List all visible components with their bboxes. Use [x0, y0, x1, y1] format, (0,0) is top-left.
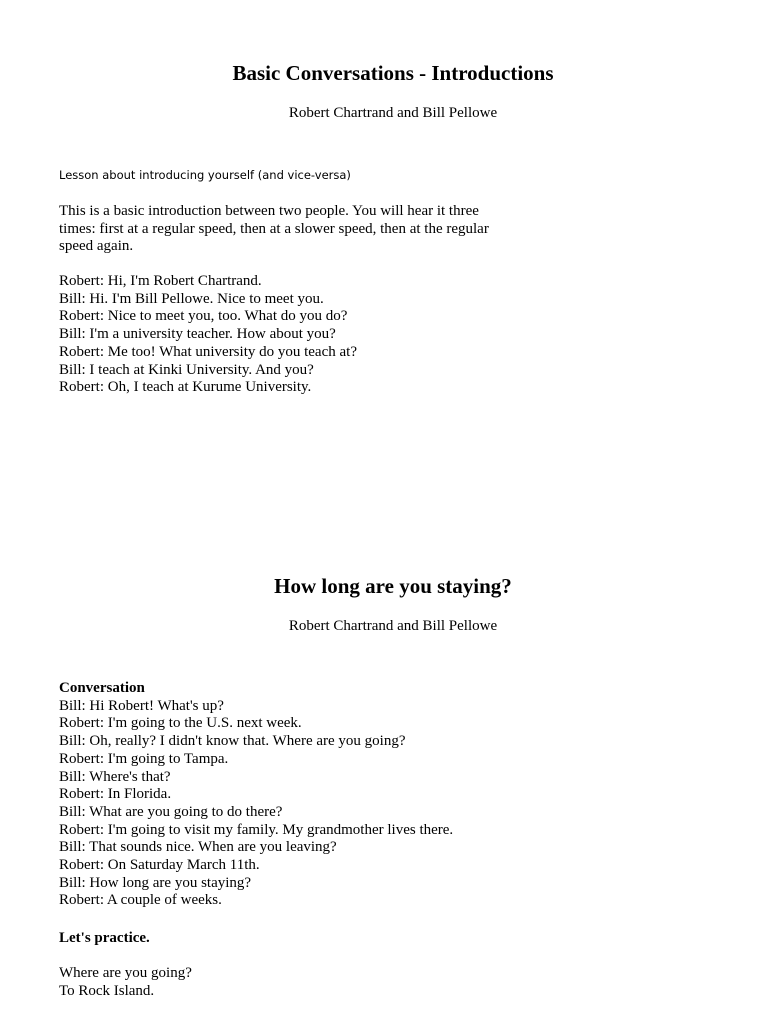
dialogue-line: Robert: A couple of weeks. — [59, 892, 222, 909]
section2-authors: Robert Chartrand and Bill Pellowe — [288, 618, 498, 634]
dialogue-line: Bill: How long are you staying? — [59, 874, 252, 891]
dialogue-line: Robert: On Saturday March 11th. — [59, 857, 260, 874]
section1-dialogue — [59, 273, 699, 397]
dialogue-line: Robert: I'm going to Tampa. — [59, 750, 229, 767]
dialogue-line: Robert: I'm going to the U.S. next week. — [59, 715, 302, 732]
section2-title: How long are you staying? — [274, 574, 512, 598]
dialogue-line: Bill: What are you going to do there? — [59, 803, 283, 820]
dialogue-line: Robert: Me too! What university do you teach at? — [59, 343, 357, 360]
section1-title: Basic Conversations - Introductions — [232, 61, 554, 85]
practice-line: To Rock Island. — [59, 982, 155, 999]
section2-conversation — [59, 680, 699, 910]
dialogue-line: Robert: Oh, I teach at Kurume University. — [59, 379, 312, 396]
dialogue-line: Bill: I teach at Kinki University. And you? — [59, 361, 314, 378]
practice-block — [59, 965, 699, 1000]
practice-line: Where are you going? — [59, 965, 192, 981]
intro-paragraph: This is a basic introduction between two people. You will hear it three times: first at a regular speed, then at a slower speed, then at the regular speed again. — [59, 203, 489, 255]
practice-heading-block — [59, 930, 699, 948]
conversation-heading: Conversation — [59, 680, 145, 696]
dialogue-line: Bill: I'm a university teacher. How about you? — [59, 326, 336, 343]
dialogue-line: Bill: Hi. I'm Bill Pellowe. Nice to meet you. — [59, 290, 324, 307]
dialogue-line: Bill: Hi Robert! What's up? — [59, 697, 224, 714]
dialogue-line: Robert: I'm going to visit my family. My grandmother lives there. — [59, 821, 454, 838]
lesson-heading: Lesson about introducing yourself (and vice-versa) — [59, 168, 351, 182]
dialogue-line: Robert: Nice to meet you, too. What do you do? — [59, 308, 348, 325]
section1-authors: Robert Chartrand and Bill Pellowe — [288, 105, 498, 121]
dialogue-line: Bill: Where's that? — [59, 768, 171, 785]
dialogue-line: Bill: Oh, really? I didn't know that. Where are you going? — [59, 733, 406, 750]
dialogue-line: Robert: In Florida. — [59, 786, 172, 803]
dialogue-line: Bill: That sounds nice. When are you leaving? — [59, 839, 337, 856]
dialogue-line: Robert: Hi, I'm Robert Chartrand. — [59, 273, 262, 289]
practice-heading: Let's practice. — [59, 930, 150, 946]
